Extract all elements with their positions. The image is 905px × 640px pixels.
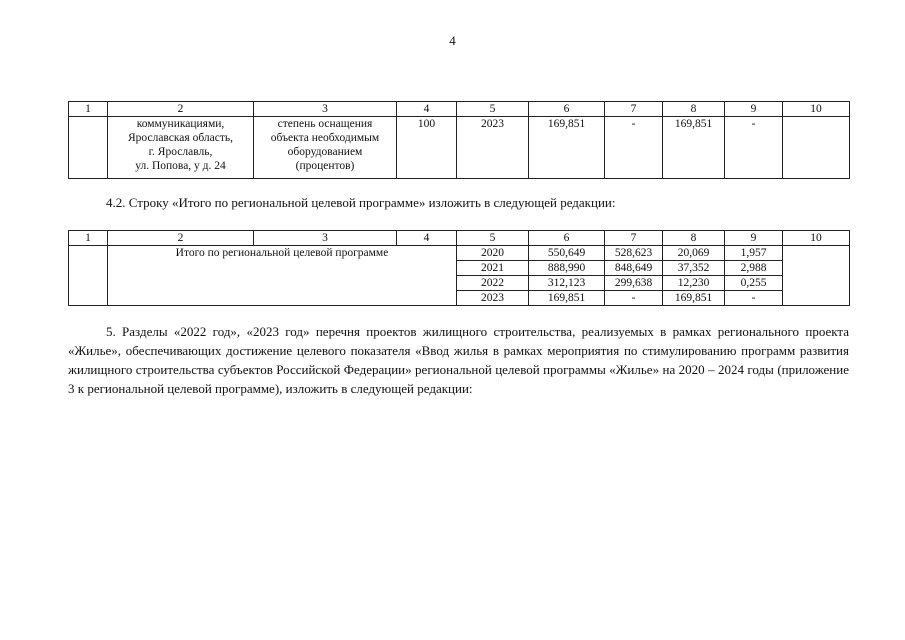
year-cell: 2020 [457, 246, 529, 261]
table-1-header-cell: 1 [69, 102, 108, 117]
value-cell: 550,649 [529, 246, 605, 261]
table-row [69, 246, 850, 261]
value-cell: 37,352 [663, 261, 725, 276]
page-number: 4 [449, 33, 456, 48]
value-cell: 312,123 [529, 276, 605, 291]
table-1-data-row [69, 117, 850, 179]
year-cell: 2023 [457, 291, 529, 306]
year-cell: 2022 [457, 276, 529, 291]
table-2-header-cell: 4 [397, 231, 457, 246]
table-1-cell-6: 169,851 [529, 117, 605, 179]
total-label: Итого по региональной целевой программе [108, 246, 457, 306]
table-1-cell-5: 2023 [457, 117, 529, 179]
value-cell: 20,069 [663, 246, 725, 261]
object-line: коммуникациями, [136, 118, 225, 130]
table-2-cell-10 [783, 246, 850, 306]
table-1-header-cell: 5 [457, 102, 529, 117]
table-2-header-cell: 6 [529, 231, 605, 246]
table-1-header-cell: 6 [529, 102, 605, 117]
table-2-header-cell: 5 [457, 231, 529, 246]
table-1-cell-indicator [254, 117, 397, 179]
value-cell: 528,623 [605, 246, 663, 261]
table-2-header-cell: 9 [725, 231, 783, 246]
table-1-cell-object [108, 117, 254, 179]
table-1-header-cell: 4 [397, 102, 457, 117]
value-cell: - [725, 291, 783, 306]
value-cell: 1,957 [725, 246, 783, 261]
indicator-line: объекта необходимым [270, 132, 380, 144]
object-line: ул. Попова, у д. 24 [135, 160, 226, 172]
value-cell: 12,230 [663, 276, 725, 291]
value-cell: - [605, 291, 663, 306]
table-1-cell-8: 169,851 [663, 117, 725, 179]
table-1-header-cell: 7 [605, 102, 663, 117]
value-cell: 169,851 [529, 291, 605, 306]
table-2-header-cell: 7 [605, 231, 663, 246]
indicator-line: (процентов) [295, 160, 355, 172]
table-1-cell-4: 100 [397, 117, 457, 179]
table-1-header-cell: 2 [108, 102, 254, 117]
indicator-line: степень оснащения [277, 118, 373, 130]
value-cell: 169,851 [663, 291, 725, 306]
table-2-header-cell: 3 [254, 231, 397, 246]
paragraph-5: 5. Разделы «2022 год», «2023 год» перечня проектов жилищного строительства, реализуемых в рамках регионального проекта «Жилье», обеспечивающих достижение целевого показателя «Ввод жилья в рамках мероприятия по стимулированию программ развития жилищного строительства субъектов Российской Федерации» региональной целевой программы «Жилье» на 2020 – 2024 годы (приложение 3 к региональной целевой программе), изложить в следующей редакции: [68, 324, 849, 396]
table-1-header-cell: 10 [783, 102, 850, 117]
table-1-cell-10 [783, 117, 850, 179]
table-1-header-cell: 9 [725, 102, 783, 117]
table-1 [68, 101, 850, 179]
object-line: г. Ярославль, [148, 146, 213, 158]
object-line: Ярославская область, [128, 132, 233, 144]
table-2 [68, 230, 850, 306]
table-2-header-cell: 1 [69, 231, 108, 246]
table-1-header-cell: 3 [254, 102, 397, 117]
table-1-cell-7: - [605, 117, 663, 179]
value-cell: 848,649 [605, 261, 663, 276]
indicator-line: оборудованием [287, 146, 363, 158]
table-1-header-cell: 8 [663, 102, 725, 117]
paragraph-4-2: 4.2. Строку «Итого по региональной целевой программе» изложить в следующей редакции: [106, 195, 616, 210]
value-cell: 888,990 [529, 261, 605, 276]
value-cell: 0,255 [725, 276, 783, 291]
year-cell: 2021 [457, 261, 529, 276]
table-1-cell-9: - [725, 117, 783, 179]
table-2-header-cell: 2 [108, 231, 254, 246]
table-2-cell-1 [69, 246, 108, 306]
table-1-cell-1 [69, 117, 108, 179]
table-2-header-row [69, 231, 850, 246]
value-cell: 2,988 [725, 261, 783, 276]
table-2-header-cell: 10 [783, 231, 850, 246]
table-1-header-row [69, 102, 850, 117]
value-cell: 299,638 [605, 276, 663, 291]
table-2-header-cell: 8 [663, 231, 725, 246]
